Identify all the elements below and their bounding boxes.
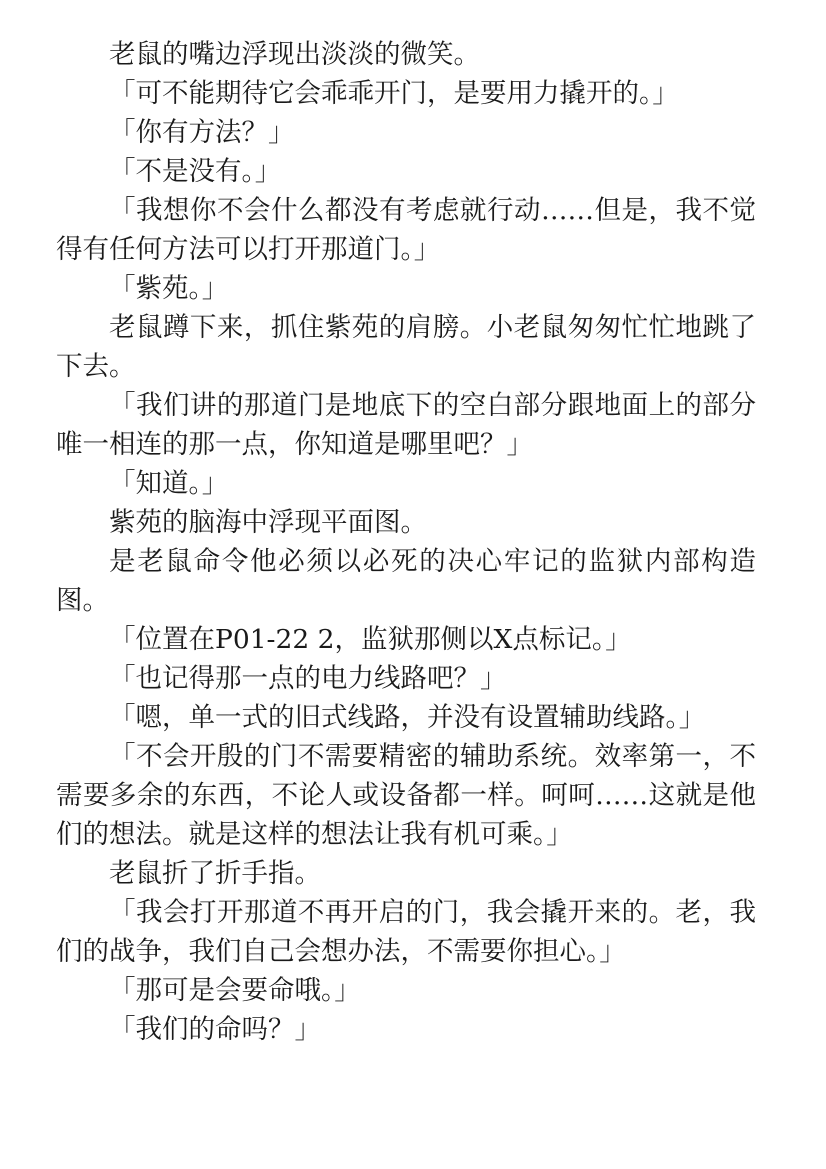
paragraph: 是老鼠命令他必须以必死的决心牢记的监狱内部构造图。	[56, 546, 756, 616]
paragraph: 「紫苑。」	[109, 273, 229, 304]
paragraph: 老鼠折了折手指。	[109, 858, 321, 889]
paragraph: 「不会开殷的门不需要精密的辅助系统。效率第一，不需要多余的东西，不论人或设备都一样。呵呵……这就是他们的想法。就是这样的想法让我有机可乘。」	[56, 741, 756, 850]
paragraph: 老鼠蹲下来，抓住紫苑的肩膀。小老鼠匆匆忙忙地跳了下去。	[56, 312, 756, 382]
paragraph: 「那可是会要命哦。」	[109, 975, 361, 1006]
paragraph: 「可不能期待它会乖乖开门，是要用力撬开的。」	[109, 78, 679, 109]
body-text	[56, 35, 756, 1049]
paragraph: 「我想你不会什么都没有考虑就行动……但是，我不觉得有任何方法可以打开那道门。」	[56, 195, 756, 265]
paragraph: 「你有方法？」	[109, 117, 295, 148]
paragraph: 「也记得那一点的电力线路吧？」	[109, 663, 507, 694]
paragraph: 老鼠的嘴边浮现出淡淡的微笑。	[109, 39, 480, 70]
paragraph: 「知道。」	[109, 468, 229, 499]
paragraph: 「嗯，单一式的旧式线路，并没有设置辅助线路。」	[109, 702, 706, 733]
paragraph: 「我会打开那道不再开启的门，我会撬开来的。老，我们的战争，我们自己会想办法，不需要你担心。」	[56, 897, 756, 967]
paragraph: 「不是没有。」	[109, 156, 282, 187]
paragraph: 紫苑的脑海中浮现平面图。	[109, 507, 427, 538]
paragraph: 「我们讲的那道门是地底下的空白部分跟地面上的部分唯一相连的那一点，你知道是哪里吧？」	[56, 390, 756, 460]
paragraph: 「位置在P01-22 2，监狱那侧以X点标记。」	[109, 624, 632, 655]
paragraph: 「我们的命吗？」	[109, 1014, 321, 1045]
